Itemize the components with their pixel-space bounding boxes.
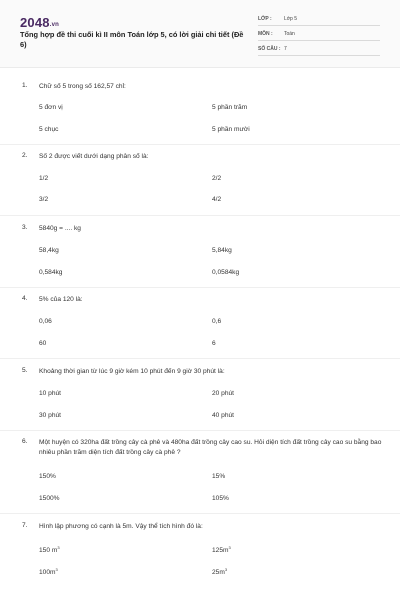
option-d[interactable]: 6: [212, 340, 216, 347]
question-text: Khoảng thời gian từ lúc 9 giờ kém 10 phút đến 9 giờ 30 phút là:: [39, 368, 225, 375]
meta-grade-value: Lớp 5: [284, 16, 298, 22]
option-d[interactable]: 0,0584kg: [212, 269, 240, 276]
meta-subject-label: MÔN :: [258, 31, 273, 37]
option-a[interactable]: 150%: [39, 473, 56, 480]
meta-count-value: 7: [284, 46, 287, 52]
question-number: 4.: [22, 295, 28, 302]
question-text: 5840g = .... kg: [39, 225, 81, 232]
option-text: 150 m: [39, 547, 58, 554]
question-number: 6.: [22, 438, 28, 445]
question-text: Một huyện có 320ha đất trồng cây cà phê và 480ha đất trồng cây cao su. Hỏi diện tích đất trồng cây cao su bằng bao nhiêu phần trăm diện tích đất trồng cây cà phê ?: [39, 439, 382, 456]
option-c[interactable]: 5 chục: [39, 126, 59, 133]
question-divider: [0, 430, 400, 431]
option-c[interactable]: 1500%: [39, 495, 60, 502]
exponent: 3: [228, 545, 231, 550]
option-text: 25m: [212, 569, 225, 576]
exponent: 3: [224, 567, 228, 572]
question-number: 1.: [22, 82, 28, 89]
question-divider: [0, 215, 400, 216]
option-c[interactable]: 30 phút: [39, 412, 61, 419]
worksheet-header: [0, 0, 400, 68]
question-divider: [0, 358, 400, 359]
meta-question-count: [258, 44, 380, 56]
question-divider: [0, 513, 400, 514]
option-b[interactable]: 0,6: [212, 318, 222, 325]
option-text: 100m: [39, 569, 56, 576]
logo-text: 2048: [20, 15, 50, 30]
option-b[interactable]: [212, 545, 231, 554]
option-d[interactable]: 40 phút: [212, 412, 234, 419]
option-a[interactable]: [39, 545, 60, 554]
document-title: Tổng hợp đề thi cuối kì II môn Toán lớp 5, có lời giải chi tiết (Đề 6): [20, 30, 244, 49]
option-a[interactable]: 10 phút: [39, 390, 61, 397]
meta-count-label: SỐ CÂU :: [258, 46, 281, 52]
option-a[interactable]: 58,4kg: [39, 247, 59, 254]
option-a[interactable]: 5 đơn vị: [39, 104, 63, 111]
option-d[interactable]: 5 phần mười: [212, 126, 250, 133]
option-c[interactable]: 3/2: [39, 196, 49, 203]
question-number: 2.: [22, 152, 28, 159]
option-a[interactable]: 0,06: [39, 318, 52, 325]
option-b[interactable]: 5,84kg: [212, 247, 232, 254]
question-text: Số 2 được viết dưới dạng phân số là:: [39, 153, 149, 160]
option-b[interactable]: 5 phần trăm: [212, 104, 248, 111]
option-d[interactable]: [212, 567, 227, 576]
option-d[interactable]: 4/2: [212, 196, 222, 203]
question-number: 3.: [22, 224, 28, 231]
option-c[interactable]: 60: [39, 340, 47, 347]
logo-suffix: .vn: [49, 22, 60, 28]
meta-grade-label: LỚP :: [258, 16, 272, 22]
option-text: 125m: [212, 547, 229, 554]
question-divider: [0, 287, 400, 288]
question-divider: [0, 144, 400, 145]
question-text: Hình lập phương có cạnh là 5m. Vậy thể tích hình đó là:: [39, 523, 203, 530]
option-a[interactable]: 1/2: [39, 175, 49, 182]
option-c[interactable]: 0,584kg: [39, 269, 63, 276]
option-c[interactable]: [39, 567, 58, 576]
meta-subject-value: Toán: [284, 31, 295, 37]
option-b[interactable]: 20 phút: [212, 390, 234, 397]
exponent: 3: [57, 545, 60, 550]
question-number: 5.: [22, 367, 28, 374]
option-b[interactable]: 2/2: [212, 175, 222, 182]
option-b[interactable]: 15%: [212, 473, 226, 480]
question-number: 7.: [22, 522, 28, 529]
meta-grade: [258, 14, 380, 26]
option-d[interactable]: 105%: [212, 495, 229, 502]
site-logo[interactable]: [20, 15, 59, 30]
question-text: Chữ số 5 trong số 162,57 chỉ:: [39, 83, 126, 90]
question-text: 5% của 120 là:: [39, 296, 83, 303]
meta-subject: [258, 29, 380, 41]
exponent: 3: [55, 567, 58, 572]
